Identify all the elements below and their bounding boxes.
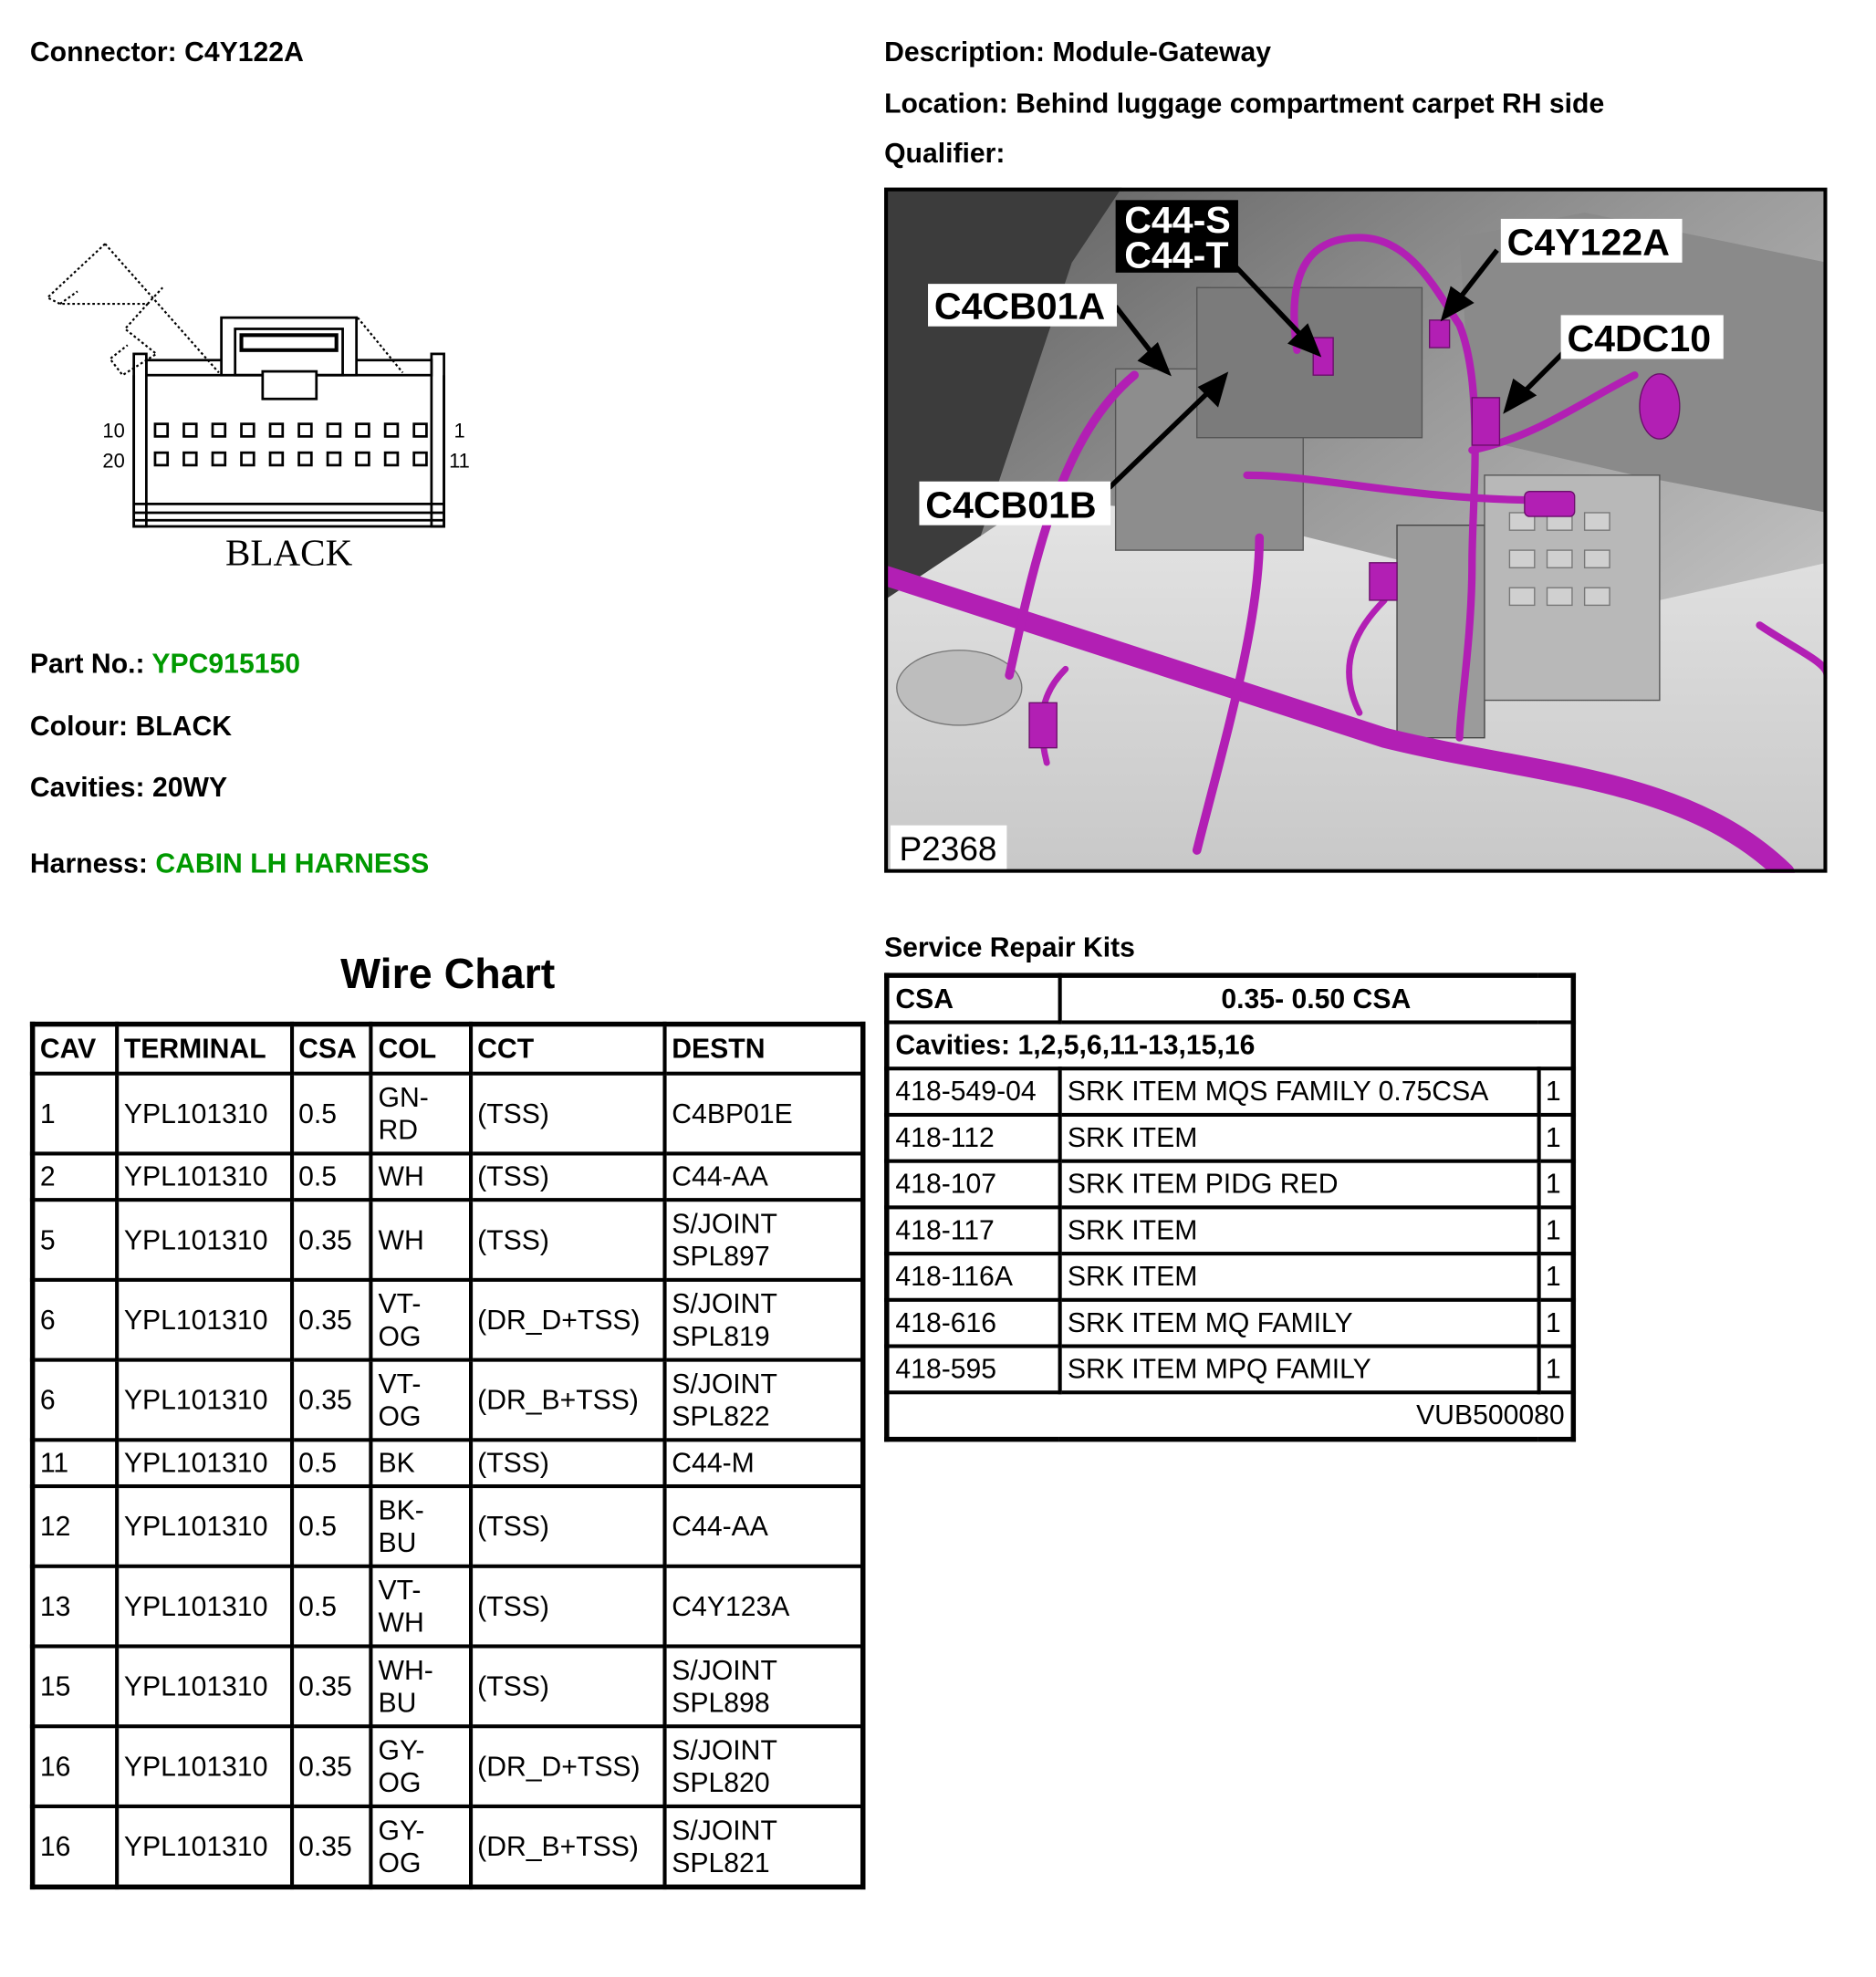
kit-csa-value: 0.35- 0.50 CSA	[1059, 975, 1573, 1022]
wire-chart-row	[33, 1726, 863, 1806]
kit-quantity: 1	[1538, 1254, 1573, 1300]
kit-footer-code: VUB500080	[887, 1392, 1573, 1439]
connector-label: Connector:	[29, 36, 177, 68]
wire-cell-destn: S/JOINT SPL898	[665, 1646, 863, 1726]
photo-label-c4cb01b: C4CB01B	[925, 484, 1097, 526]
harness-link[interactable]: CABIN LH HARNESS	[155, 848, 430, 879]
wire-cell-col: GY- OG	[371, 1806, 471, 1887]
wire-cell-terminal: YPL101310	[117, 1440, 291, 1486]
photo-label-c44-s: C44-S	[1124, 198, 1231, 241]
wire-cell-cav: 16	[33, 1726, 118, 1806]
harness-label: Harness:	[29, 848, 148, 879]
cavity-hole	[213, 424, 225, 437]
pin-label-11: 11	[449, 449, 470, 473]
kit-item-row	[887, 1068, 1573, 1115]
wire-chart-row	[33, 1200, 863, 1280]
wire-chart-header-cav: CAV	[33, 1025, 118, 1074]
wire-cell-csa: 0.35	[292, 1200, 371, 1280]
part-label: Part No.:	[29, 648, 145, 680]
location-label: Location:	[884, 87, 1008, 120]
cavity-hole	[242, 424, 255, 437]
kit-item-row	[887, 1300, 1573, 1347]
cavity-hole	[328, 453, 340, 465]
wire-cell-csa: 0.35	[292, 1646, 371, 1726]
wire-cell-csa: 0.35	[292, 1726, 371, 1806]
wire-cell-csa: 0.5	[292, 1486, 371, 1566]
wire-cell-csa: 0.5	[292, 1440, 371, 1486]
wire-cell-col: GN- RD	[371, 1074, 471, 1154]
cavity-hole	[414, 453, 427, 465]
cavity-hole	[183, 453, 196, 465]
wire-cell-cct: (TSS)	[471, 1646, 665, 1726]
kit-description: SRK ITEM	[1059, 1207, 1538, 1254]
cavity-hole	[299, 453, 312, 465]
wire-cell-col: WH	[371, 1200, 471, 1280]
kit-item-row	[887, 1161, 1573, 1208]
wire-cell-destn: S/JOINT SPL820	[665, 1726, 863, 1806]
wire-cell-cav: 6	[33, 1280, 118, 1360]
wire-cell-cct: (DR_B+TSS)	[471, 1806, 665, 1887]
cavity-hole	[299, 424, 312, 437]
wire-chart-row	[33, 1280, 863, 1360]
kit-description: SRK ITEM MQS FAMILY 0.75CSA	[1059, 1068, 1538, 1115]
wire-cell-destn: C44-AA	[665, 1153, 863, 1200]
wire-cell-terminal: YPL101310	[117, 1486, 291, 1566]
wire-cell-col: WH- BU	[371, 1646, 471, 1726]
kit-csa-row	[887, 975, 1573, 1022]
wire-chart-row	[33, 1360, 863, 1441]
kit-item-row	[887, 1207, 1573, 1254]
wire-chart-table	[30, 1022, 866, 1889]
wire-cell-destn: C44-M	[665, 1440, 863, 1486]
wire-cell-destn: C4Y123A	[665, 1566, 863, 1647]
pin-label-20: 20	[102, 449, 125, 473]
wire-cell-cav: 11	[33, 1440, 118, 1486]
qualifier	[884, 138, 1005, 171]
cavity-hole	[183, 424, 196, 437]
wire-cell-terminal: YPL101310	[117, 1200, 291, 1280]
kit-code: 418-595	[887, 1347, 1059, 1393]
wire-cell-cav: 12	[33, 1486, 118, 1566]
qualifier-label: Qualifier:	[884, 137, 1006, 170]
location	[884, 88, 1604, 120]
cavities-label: Cavities:	[29, 771, 145, 803]
wire-cell-terminal: YPL101310	[117, 1806, 291, 1887]
wire-cell-col: BK	[371, 1440, 471, 1486]
cavity-hole	[385, 453, 398, 465]
wire-cell-col: VT- WH	[371, 1566, 471, 1647]
kit-item-row	[887, 1115, 1573, 1161]
wire-cell-terminal: YPL101310	[117, 1153, 291, 1200]
wire-cell-destn: S/JOINT SPL822	[665, 1360, 863, 1441]
kit-csa-label: CSA	[887, 975, 1059, 1022]
wire-cell-terminal: YPL101310	[117, 1074, 291, 1154]
wire-cell-cct: (TSS)	[471, 1566, 665, 1647]
location-value: Behind luggage compartment carpet RH side	[1016, 87, 1605, 120]
wire-cell-col: VT- OG	[371, 1360, 471, 1441]
wire-cell-cct: (DR_B+TSS)	[471, 1360, 665, 1441]
wire-cell-terminal: YPL101310	[117, 1360, 291, 1441]
cavity-hole	[357, 453, 370, 465]
wire-chart-header-row	[33, 1025, 863, 1074]
wire-chart-title: Wire Chart	[340, 950, 556, 998]
cavity-hole	[385, 424, 398, 437]
wire-cell-csa: 0.5	[292, 1566, 371, 1647]
wire-cell-col: WH	[371, 1153, 471, 1200]
harness	[30, 848, 429, 880]
photo-label-c44-t: C44-T	[1124, 234, 1229, 276]
wire-chart-row	[33, 1074, 863, 1154]
wire-chart-row	[33, 1646, 863, 1726]
pin-label-10: 10	[102, 419, 125, 442]
connector-colour-caption: BLACK	[224, 531, 353, 574]
photo-label-c4dc10: C4DC10	[1567, 317, 1712, 360]
wire-cell-csa: 0.35	[292, 1280, 371, 1360]
kit-code: 418-117	[887, 1207, 1059, 1254]
kit-description: SRK ITEM MPQ FAMILY	[1059, 1347, 1538, 1393]
wire-chart-row	[33, 1440, 863, 1486]
kit-description: SRK ITEM PIDG RED	[1059, 1161, 1538, 1208]
wire-cell-cct: (TSS)	[471, 1074, 665, 1154]
kit-cavities: Cavities: 1,2,5,6,11-13,15,16	[887, 1023, 1573, 1069]
cavity-hole	[270, 453, 283, 465]
wire-cell-cav: 16	[33, 1806, 118, 1887]
cavity-hole	[328, 424, 340, 437]
kit-code: 418-112	[887, 1115, 1059, 1161]
kit-quantity: 1	[1538, 1207, 1573, 1254]
photo-label-c4y122a: C4Y122A	[1506, 221, 1670, 264]
cavity-hole	[213, 453, 225, 465]
wire-cell-cav: 13	[33, 1566, 118, 1647]
wire-cell-cct: (TSS)	[471, 1486, 665, 1566]
photo-label-c4cb01a: C4CB01A	[933, 285, 1106, 328]
wire-cell-terminal: YPL101310	[117, 1726, 291, 1806]
wire-cell-destn: C4BP01E	[665, 1074, 863, 1154]
part-number-link[interactable]: YPC915150	[151, 648, 301, 680]
cavity-hole	[357, 424, 370, 437]
kit-code: 418-116A	[887, 1254, 1059, 1300]
colour-value: BLACK	[135, 710, 233, 742]
kit-code: 418-549-04	[887, 1068, 1059, 1115]
wire-cell-csa: 0.35	[292, 1806, 371, 1887]
wire-cell-csa: 0.5	[292, 1153, 371, 1200]
wire-cell-cct: (TSS)	[471, 1153, 665, 1200]
wire-chart-header-csa: CSA	[292, 1025, 371, 1074]
wire-cell-col: BK- BU	[371, 1486, 471, 1566]
wire-cell-cav: 5	[33, 1200, 118, 1280]
description-value: Module-Gateway	[1052, 36, 1272, 68]
kit-quantity: 1	[1538, 1068, 1573, 1115]
wire-cell-cav: 1	[33, 1074, 118, 1154]
wire-cell-cav: 2	[33, 1153, 118, 1200]
kit-item-row	[887, 1254, 1573, 1300]
wire-cell-cav: 6	[33, 1360, 118, 1441]
wire-cell-destn: C44-AA	[665, 1486, 863, 1566]
description-label: Description:	[884, 36, 1046, 68]
kit-quantity: 1	[1538, 1300, 1573, 1347]
colour	[30, 711, 232, 744]
wire-chart-row	[33, 1153, 863, 1200]
kit-description: SRK ITEM MQ FAMILY	[1059, 1300, 1538, 1347]
cavity-hole	[270, 424, 283, 437]
kit-quantity: 1	[1538, 1115, 1573, 1161]
kit-code: 418-616	[887, 1300, 1059, 1347]
wire-chart-header-destn: DESTN	[665, 1025, 863, 1074]
wire-cell-cct: (TSS)	[471, 1440, 665, 1486]
kit-item-row	[887, 1347, 1573, 1393]
kit-description: SRK ITEM	[1059, 1254, 1538, 1300]
kit-footer-row	[887, 1392, 1573, 1439]
wire-chart-row	[33, 1566, 863, 1647]
wire-cell-csa: 0.5	[292, 1074, 371, 1154]
photo-figure-id: P2368	[899, 830, 997, 869]
kit-cavities-row	[887, 1023, 1573, 1069]
wire-cell-destn: S/JOINT SPL821	[665, 1806, 863, 1887]
kit-quantity: 1	[1538, 1347, 1573, 1393]
wire-cell-terminal: YPL101310	[117, 1566, 291, 1647]
repair-kits-table	[884, 973, 1576, 1441]
wire-cell-cct: (TSS)	[471, 1200, 665, 1280]
kit-code: 418-107	[887, 1161, 1059, 1208]
cavity-hole	[414, 424, 427, 437]
colour-label: Colour:	[29, 710, 129, 742]
kit-description: SRK ITEM	[1059, 1115, 1538, 1161]
cavity-hole	[155, 453, 168, 465]
wire-cell-destn: S/JOINT SPL819	[665, 1280, 863, 1360]
wire-cell-cav: 15	[33, 1646, 118, 1726]
connector-face-diagram	[37, 232, 487, 588]
part-number	[30, 648, 300, 681]
wire-cell-col: GY- OG	[371, 1726, 471, 1806]
connector-value: C4Y122A	[184, 36, 304, 68]
cavities-value: 20WY	[152, 771, 228, 803]
description	[884, 36, 1271, 69]
wire-chart-row	[33, 1486, 863, 1566]
wire-chart-row	[33, 1806, 863, 1887]
wire-chart-header-cct: CCT	[471, 1025, 665, 1074]
location-photo	[884, 188, 1827, 873]
wire-cell-terminal: YPL101310	[117, 1280, 291, 1360]
wire-cell-cct: (DR_D+TSS)	[471, 1726, 665, 1806]
wire-cell-col: VT- OG	[371, 1280, 471, 1360]
wire-cell-csa: 0.35	[292, 1360, 371, 1441]
wire-chart-header-col: COL	[371, 1025, 471, 1074]
pin-label-1: 1	[453, 419, 465, 442]
wire-cell-cct: (DR_D+TSS)	[471, 1280, 665, 1360]
cavities	[30, 772, 227, 805]
connector-id	[30, 36, 304, 69]
wire-cell-destn: S/JOINT SPL897	[665, 1200, 863, 1280]
cavity-hole	[155, 424, 168, 437]
cavity-hole	[242, 453, 255, 465]
wire-chart-header-terminal: TERMINAL	[117, 1025, 291, 1074]
repair-kits-title: Service Repair Kits	[884, 931, 1135, 963]
wire-cell-terminal: YPL101310	[117, 1646, 291, 1726]
kit-quantity: 1	[1538, 1161, 1573, 1208]
